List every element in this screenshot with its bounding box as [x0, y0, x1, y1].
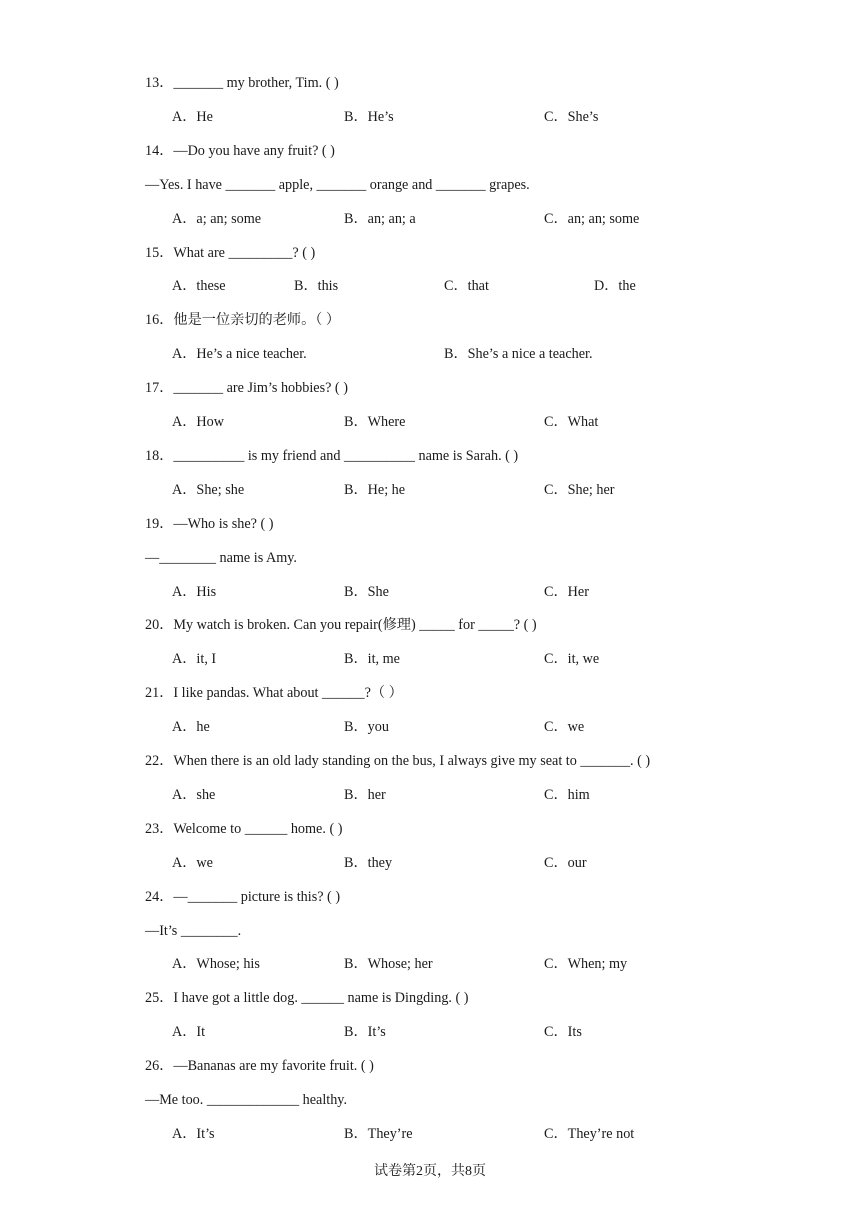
answer-option[interactable]: A．He’s a nice teacher.	[172, 346, 307, 363]
answer-option[interactable]: D．the	[594, 278, 636, 295]
answer-option[interactable]: A．Whose; his	[172, 956, 260, 973]
answer-option[interactable]: C．When; my	[544, 956, 628, 973]
question-stem: 22．When there is an old lady standing on the bus, I always give my seat to _______. ( )	[145, 753, 651, 769]
answer-option[interactable]: A．It	[172, 1024, 206, 1041]
answer-option[interactable]: B．Where	[344, 414, 406, 430]
answer-option[interactable]: A．she	[172, 786, 216, 803]
answer-option[interactable]: C．our	[544, 854, 587, 871]
question-line: —Yes. I have _______ apple, _______ orange and _______ grapes.	[145, 176, 530, 193]
question-line: —Me too. _____________ healthy.	[145, 1092, 348, 1108]
answer-option[interactable]: A．it, I	[172, 651, 217, 668]
answer-option[interactable]: A．How	[172, 414, 225, 430]
answer-option[interactable]: C．They’re not	[544, 1125, 635, 1142]
page-footer: 试卷第2页，共8页	[374, 1164, 486, 1179]
answer-option[interactable]: A．His	[172, 583, 217, 600]
question-stem: 25．I have got a little dog. ______ name is Dingding. ( )	[145, 990, 469, 1007]
answer-option[interactable]: C．that	[444, 278, 489, 295]
answer-option[interactable]: B．She’s a nice a teacher.	[444, 346, 593, 363]
answer-option[interactable]: B．an; an; a	[344, 210, 416, 227]
answer-option[interactable]: A．She; she	[172, 481, 245, 498]
answer-option[interactable]: C．Her	[544, 583, 589, 600]
question-stem: 17．_______ are Jim’s hobbies? ( )	[145, 380, 348, 397]
question-line: —________ name is Amy.	[145, 549, 297, 566]
answer-option[interactable]: B．this	[294, 278, 339, 295]
question-stem: 14．—Do you have any fruit? ( )	[145, 142, 335, 159]
answer-option[interactable]: C．it, we	[544, 651, 600, 668]
question-stem: 24．—_______ picture is this? ( )	[145, 888, 341, 905]
question-stem: 23．Welcome to ______ home. ( )	[145, 820, 343, 837]
answer-option[interactable]: B．He’s	[344, 108, 394, 125]
answer-option[interactable]: B．they	[344, 854, 393, 871]
answer-option[interactable]: A．we	[172, 854, 213, 871]
question-stem: 16．他是一位亲切的老师。（ ）	[145, 312, 341, 329]
answer-option[interactable]: C．an; an; some	[544, 210, 640, 227]
answer-option[interactable]: B．her	[344, 786, 386, 803]
question-stem: 19．—Who is she? ( )	[145, 515, 274, 532]
question-stem: 26．—Bananas are my favorite fruit. ( )	[145, 1058, 374, 1075]
answer-option[interactable]: C．we	[544, 719, 585, 736]
answer-option[interactable]: B．it, me	[344, 651, 400, 668]
answer-option[interactable]: B．It’s	[344, 1024, 386, 1041]
answer-option[interactable]: B．Whose; her	[344, 956, 433, 973]
answer-option[interactable]: C．Its	[544, 1024, 582, 1041]
question-stem: 15．What are _________? ( )	[145, 244, 316, 261]
answer-option[interactable]: B．you	[344, 719, 389, 736]
answer-option[interactable]: A．a; an; some	[172, 210, 262, 227]
question-stem: 21．I like pandas. What about ______?（ ）	[145, 685, 403, 702]
answer-option[interactable]: B．She	[344, 583, 389, 600]
question-stem: 18．__________ is my friend and __________ name is Sarah. ( )	[145, 447, 519, 464]
answer-option[interactable]: C．him	[544, 786, 590, 803]
answer-option[interactable]: A．he	[172, 719, 210, 736]
question-line: —It’s ________.	[145, 922, 242, 939]
question-stem: 20．My watch is broken. Can you repair(修理) _____ for _____? ( )	[145, 617, 537, 634]
answer-option[interactable]: A．He	[172, 108, 213, 125]
question-stem: 13．_______ my brother, Tim. ( )	[145, 75, 339, 91]
answer-option[interactable]: A．these	[172, 278, 226, 295]
answer-option[interactable]: C．She; her	[544, 481, 615, 498]
answer-option[interactable]: C．What	[544, 414, 599, 430]
answer-option[interactable]: B．They’re	[344, 1125, 413, 1142]
answer-option[interactable]: B．He; he	[344, 481, 406, 498]
answer-option[interactable]: A．It’s	[172, 1125, 215, 1142]
answer-option[interactable]: C．She’s	[544, 108, 599, 125]
